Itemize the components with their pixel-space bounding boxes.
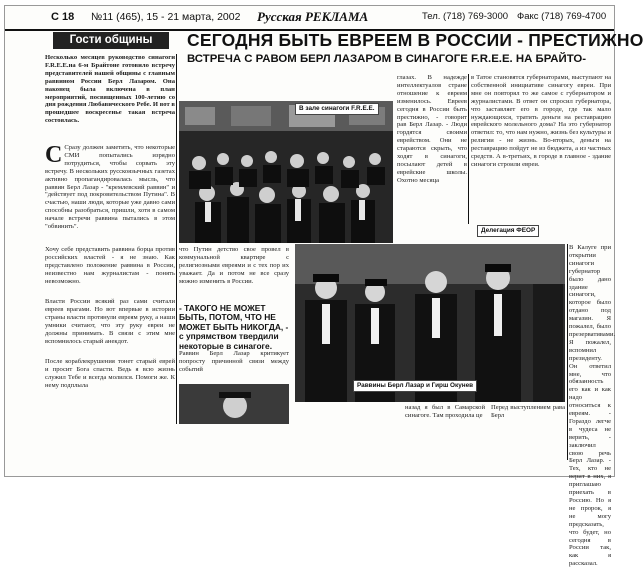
subheadline: ВСТРЕЧА С РАВОМ БЕРЛ ЛАЗАРОМ В СИНАГОГЕ F.R.E.E. НА БРАЙТО-	[187, 53, 587, 65]
lead-paragraph: Несколько месяцев руководство синагоги F.R.E.E.на 6-м Брайтоне готовило встречу представителей нашей общины с главным раввином России Берл Лазаром. Она наконец была включена в план мероприятий, посвященных 100-летию со дня рождения Любавического Ребе. И вот в прошедшее воскресенье такая встреча состоялась.	[45, 54, 175, 125]
photo-fragment	[179, 384, 289, 424]
column1-body4: После кораблекрушения тонет старый еврей и просит Бога спасти. Ведь я всю жизнь служил Тебе и всегда молился. Помоги же. К нему подплыла	[45, 358, 175, 389]
photo-caption-delegation: Делегация ФЕОР	[477, 225, 539, 237]
bottom-column-body: назад я был в Самарской синагоге. Там проходила це	[405, 404, 485, 419]
newspaper-page	[4, 5, 644, 568]
photo1-caption: В зале синагоги F.R.E.E.	[295, 103, 379, 115]
drop-cap: С	[45, 142, 63, 168]
column-divider	[567, 244, 568, 460]
masthead-logo: Русская РЕКЛАМА	[257, 9, 369, 24]
column-divider	[176, 54, 177, 424]
column1-text: Сразу должен заметить, что некоторые СМИ попытались изрядно потрудиться, чтобы сорвать эту встречу. В нескольких русскоязычных газетах активно пропагандировалась мысль, что раввин Берл Лазар - "кремлевский раввин" и "действует под покровительством Путина". В счастью, наши люди, которые уже давно сами способны разобраться, пришли, хотя в самом начале встречи раввина пытались в этом "обвинить".	[45, 144, 175, 231]
photo2-caption: Раввины Берл Лазар и Гирш Окунев	[353, 380, 477, 392]
crowd-image	[179, 101, 393, 243]
column-divider	[468, 74, 469, 224]
bottom-right-text: Перед выступлением рава Берл	[491, 404, 565, 419]
middle-column-body: что Путин детство свое провел в коммунальной квартире с религиозными евреями и с тех пор их уважает. Да и потом не все сразу можно изменить в России.	[179, 246, 289, 285]
page-number: C 18	[51, 11, 75, 23]
fax-number: Факс (718) 769-4700	[517, 11, 607, 22]
face-image	[179, 384, 289, 424]
column3-body: в Татое становятся губернаторами, выступают на собственной инициативе синагогу евреи. При мне он повторял то же самое с губернатором и журналистами. В ответ он спросил губернатора, что заставляет его в городе, где так мало нуждающихся, тратить деньги на реставрацию еврейского молельного дома? На это губернатор ответил: то, что нам нужно, жизнь без культуры и религии - не жизнь. Во-вторых, деньги на реставрацию пойдут не из бюджета, а из частных средств. А в-третьих, в городе в главное - здание синагоги строили евреи.	[471, 74, 611, 168]
photo-rabbis	[295, 244, 565, 402]
rubric-label: Гости общины	[53, 32, 169, 49]
middle-column-body2: Раввин Берл Лазар критикует попросту причинной связи между событий	[179, 350, 289, 373]
rabbis-image	[295, 244, 565, 402]
column1-body	[45, 144, 175, 242]
right-column-body: В Калуге при открытии синагоги губернатор было дано здание синагоги, которое было отдано под магазин. Я пожалел, было презервативами. Я пожалел, вспомнил президенту. Он ответил мне, что обязанность его как и как надо относиться к евреям. - Гораздо легче в чудеса не верить, - заключил свою речь Берл Лазар. - Тех, кто не верит в них, я приглашаю приехать в Россию. Но я не пророк, я не могу предсказать, что будет, но сегодня в России так, как я рассказал.	[569, 244, 616, 568]
column1-body3: Власти России всякий раз сами считали евреев врагами. Но вот впервые в истории страны власти протянули евреям руку, а наши умники считают, что эту руку евреи не должны принимать. В связи с этим мне вспомнилось старый анекдот.	[45, 298, 175, 345]
column1-body2: Хочу себе представить раввина борца против российских властей - я не знаю. Как представлено положение раввина в России, неизвестно нам журналистам - понять невозможно.	[45, 246, 175, 285]
headline: СЕГОДНЯ БЫТЬ ЕВРЕЕМ В РОССИИ - ПРЕСТИЖНО	[187, 30, 644, 50]
page-header	[5, 6, 614, 31]
photo-synagogue-hall	[179, 101, 393, 243]
phone-number: Тел. (718) 769-3000	[422, 11, 509, 22]
pull-quote: - ТАКОГО НЕ МОЖЕТ БЫТЬ, ПОТОМ, ЧТО НЕ МОЖЕТ БЫТЬ НИКОГДА, - с упрямством твердили некоторые в синагоге.	[179, 303, 289, 351]
issue-date: №11 (465), 15 - 21 марта, 2002	[91, 11, 241, 23]
column2-body: глазах. В надежде интеллектуалов стране отношение к евреям изменилось. Евреев сегодня в России быть престижно, - говорит рав Берл Лазар. - Люди гордятся своими еврейством. Они не стараются скрыть, что ходят в синагоги, посылают детей в еврейские школы. Охотно месяца	[397, 74, 467, 184]
